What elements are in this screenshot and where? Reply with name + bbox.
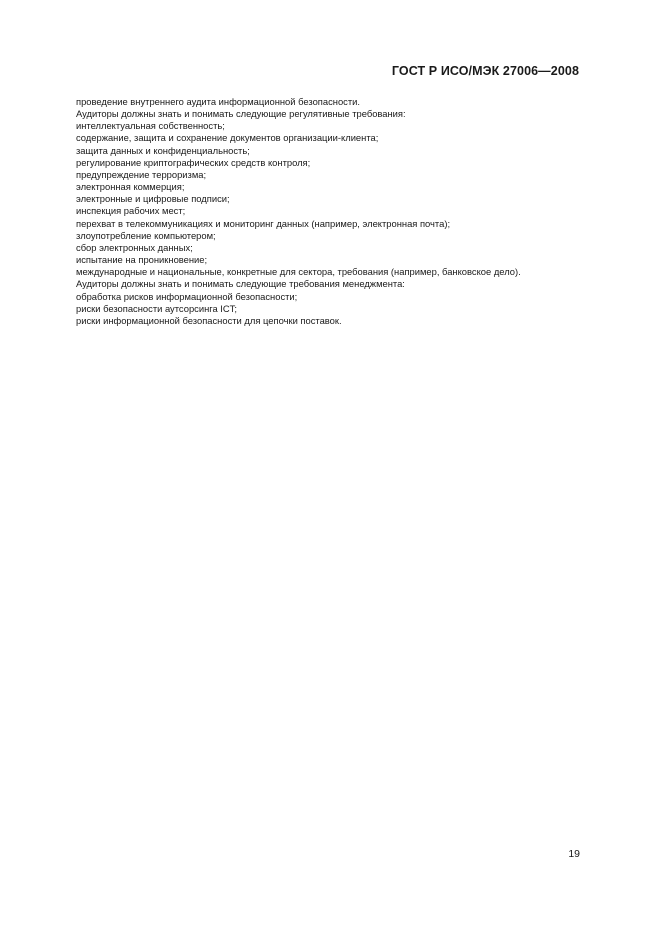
text-line: проведение внутреннего аудита информационной безопасности. — [76, 96, 360, 107]
page-number: 19 — [568, 848, 580, 860]
list-item: обработка рисков информационной безопасности; — [76, 290, 298, 302]
list-item: предупреждение терроризма; — [76, 168, 207, 180]
list-item: риски безопасности аутсорсинга ICT; — [76, 302, 237, 314]
list-item: электронная коммерция; — [76, 181, 185, 193]
list-item: содержание, защита и сохранение документов организации-клиента; — [76, 132, 379, 144]
list-item: инспекция рабочих мест; — [76, 205, 186, 217]
list-item: защита данных и конфиденциальность; — [76, 144, 250, 156]
list-item: международные и национальные, конкретные для сектора, требования (например, банковское дело). — [76, 266, 521, 278]
document-body — [76, 96, 586, 327]
list-item: интеллектуальная собственность; — [76, 120, 225, 132]
text-line: Аудиторы должны знать и понимать следующие требования менеджмента: — [76, 278, 405, 290]
text-line: Аудиторы должны знать и понимать следующие регулятивные требования: — [76, 108, 406, 120]
document-header-standard-id: ГОСТ Р ИСО/МЭК 27006—2008 — [391, 64, 579, 78]
list-item: злоупотребление компьютером; — [76, 229, 216, 241]
list-item: риски информационной безопасности для цепочки поставок. — [76, 314, 342, 326]
list-item: испытание на проникновение; — [76, 254, 208, 266]
list-item: регулирование криптографических средств контроля; — [76, 156, 311, 168]
list-item: сбор электронных данных; — [76, 241, 193, 253]
list-item: электронные и цифровые подписи; — [76, 193, 230, 205]
list-item: перехват в телекоммуникациях и мониторинг данных (например, электронная почта); — [76, 217, 451, 229]
